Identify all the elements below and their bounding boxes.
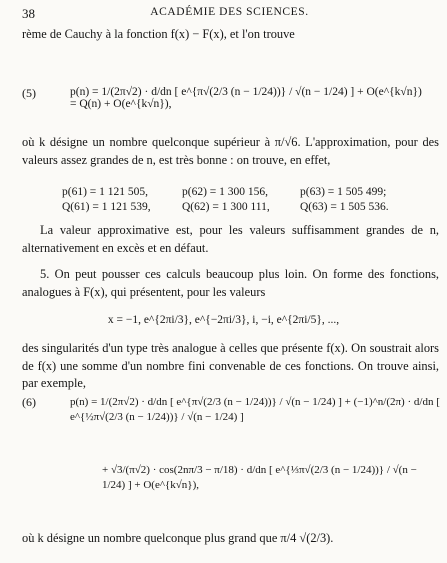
paragraph-approximation: où k désigne un nombre quelconque supérieur à π/√6. L'approximation, pour des valeurs assez grandes de n, est très bonne : on trouve, en effet,	[22, 135, 439, 167]
values-row-q	[62, 200, 389, 215]
page-header	[22, 6, 437, 22]
equation-6-line-1: p(n) = 1/(2π√2) · d/dn [ e^{π√(2/3 (n − 1/24))} / √(n − 1/24) ] + (−1)^n/(2π) · d/dn [ e^{½π√(2/3 (n − 1/24))} / √(n − 1/24) ]	[70, 396, 440, 423]
paragraph-section-5: 5. On peut pousser ces calculs beaucoup plus loin. On forme des fonctions, analogues à F(x), qui présentent, pour les valeurs	[22, 267, 439, 299]
values-table	[62, 185, 389, 215]
final-line: où k désigne un nombre quelconque plus grand que π/4 √(2/3).	[22, 531, 334, 545]
paragraph-singularities: des singularités d'un type très analogue à celles que présente f(x). On soustrait alors de f(x) une somme d'un nombre fini convenable de ces fonctions. On trouve ainsi, par exemple,	[22, 341, 439, 391]
text-line-1: rème de Cauchy à la fonction f(x) − F(x), et l'on trouve	[22, 27, 295, 41]
values-row-p	[62, 185, 389, 200]
value-q62: Q(62) = 1 300 111,	[182, 201, 270, 213]
value-p62: p(62) = 1 300 156,	[182, 186, 269, 198]
value-p61: p(61) = 1 121 505,	[62, 186, 149, 198]
equation-number-5: (5)	[22, 86, 36, 100]
equation-6-line-2: + √3/(π√2) · cos(2nπ/3 − π/18) · d/dn [ e^{⅓π√(2/3 (n − 1/24))} / √(n − 1/24) ] + O(e^{k√n}),	[102, 464, 417, 491]
paragraph-alternating: La valeur approximative est, pour les valeurs suffisamment grandes de n, alternativement en excès et en défaut.	[22, 223, 439, 255]
equation-number-6: (6)	[22, 395, 36, 409]
value-q61: Q(61) = 1 121 539,	[62, 201, 151, 213]
running-title: ACADÉMIE DES SCIENCES.	[150, 6, 309, 18]
value-p63: p(63) = 1 505 499;	[300, 186, 387, 198]
singularity-points: x = −1, e^{2πi/3}, e^{−2πi/3}, i, −i, e^{2πi/5}, ...,	[107, 314, 340, 326]
equation-5-body: p(n) = 1/(2π√2) · d/dn [ e^{π√(2/3 (n − 1/24))} / √(n − 1/24) ] + O(e^{k√n}) = Q(n) + O(e^{k√n}),	[70, 86, 422, 110]
value-q63: Q(63) = 1 505 536.	[300, 201, 389, 213]
page-number: 38	[22, 6, 35, 21]
